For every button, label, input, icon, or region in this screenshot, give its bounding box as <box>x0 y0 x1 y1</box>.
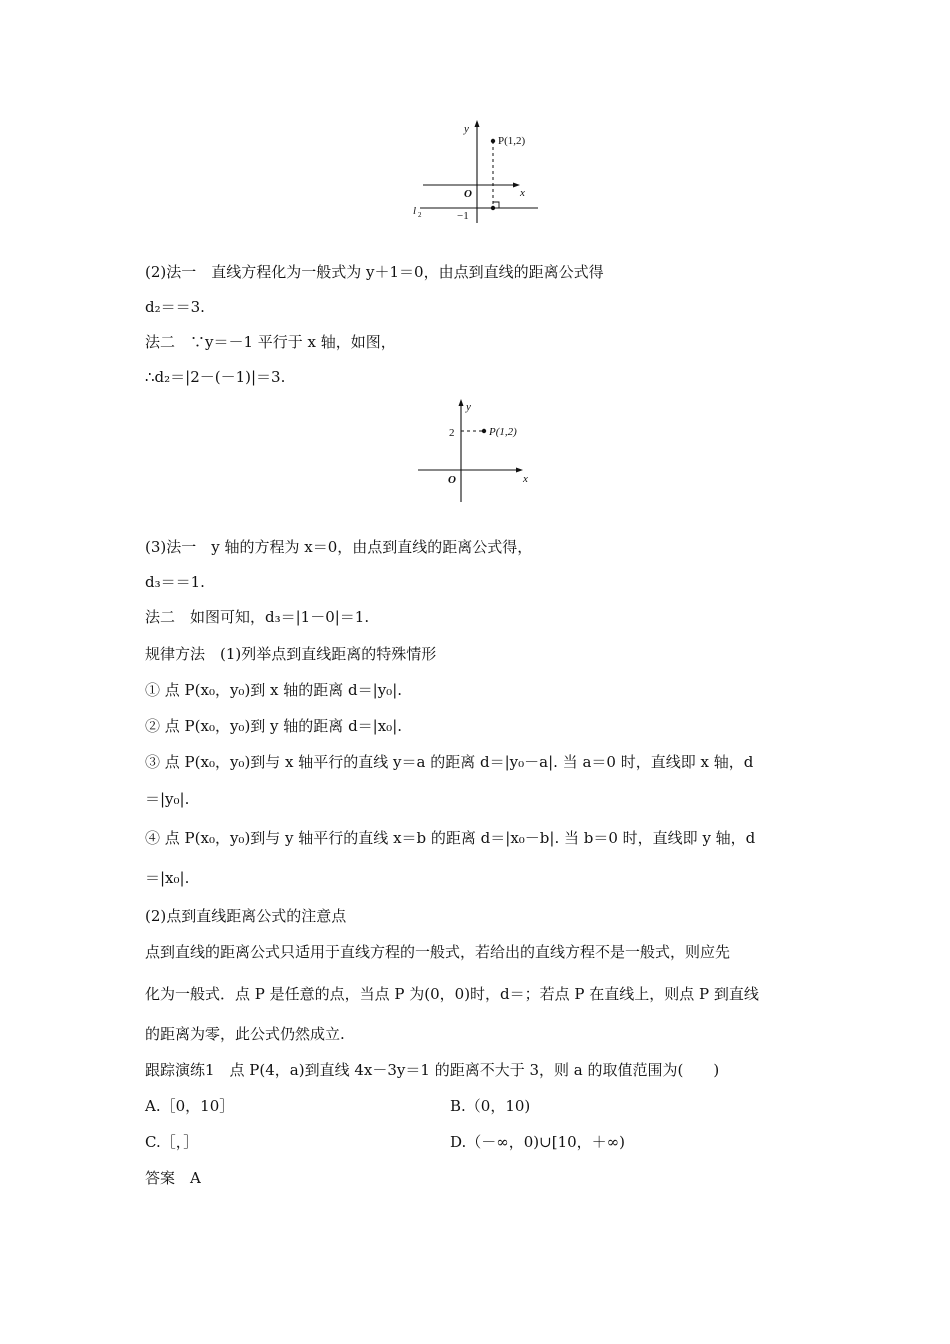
option-d: D.（－∞，0)∪[10，＋∞) <box>450 1133 626 1151</box>
point-p <box>482 429 486 433</box>
text-line-2: d₂＝＝3. <box>145 298 205 316</box>
text-line-13: ④ 点 P(x₀，y₀)到与 y 轴平行的直线 x＝b 的距离 d＝|x₀－b|. 当 b＝0 时，直线即 y 轴，d <box>145 829 756 847</box>
point-label: P(1,2) <box>498 135 526 147</box>
origin-label: O <box>448 474 456 486</box>
x-axis-label: x <box>520 187 525 199</box>
figure-2-graph <box>412 396 542 506</box>
option-b: B.（0，10) <box>450 1097 531 1115</box>
line-label-subscript: 2 <box>418 211 422 219</box>
y-axis-arrow <box>459 399 464 406</box>
x-axis-label: x <box>523 473 528 485</box>
line-label: l <box>413 205 417 217</box>
option-c: C.［，］ <box>145 1133 199 1151</box>
answer: 答案 A <box>145 1169 201 1187</box>
y-axis-label: y <box>466 401 471 413</box>
text-line-14: ＝|x₀|. <box>145 869 190 887</box>
foot-point <box>491 206 495 210</box>
text-line-12: ＝|y₀|. <box>145 790 190 808</box>
point-label: P(1,2) <box>489 426 517 438</box>
text-line-8: 规律方法 (1)列举点到直线距离的特殊情形 <box>145 645 437 663</box>
x-axis-arrow <box>513 183 520 188</box>
question-text: 跟踪演练1 点 P(4，a)到直线 4x－3y＝1 的距离不大于 3，则 a 的取值范围为( ) <box>145 1061 720 1079</box>
text-line-6: d₃＝＝1. <box>145 573 205 591</box>
figure-2 <box>412 396 542 506</box>
y-axis-arrow <box>475 120 480 127</box>
text-line-9: ① 点 P(x₀，y₀)到 x 轴的距离 d＝|y₀|. <box>145 681 403 699</box>
text-line-5: (3)法一 y 轴的方程为 x＝0，由点到直线的距离公式得， <box>145 538 533 556</box>
y-tick-label: 2 <box>449 427 455 439</box>
text-line-10: ② 点 P(x₀，y₀)到 y 轴的距离 d＝|x₀|. <box>145 717 403 735</box>
text-line-11: ③ 点 P(x₀，y₀)到与 x 轴平行的直线 y＝a 的距离 d＝|y₀－a|. 当 a＝0 时，直线即 x 轴，d <box>145 753 754 771</box>
text-line-3: 法二 ∵y＝－1 平行于 x 轴，如图， <box>145 333 396 351</box>
y-tick-label: −1 <box>457 210 469 222</box>
text-line-18: 的距离为零，此公式仍然成立. <box>145 1025 345 1043</box>
option-a: A.［0，10］ <box>145 1097 235 1115</box>
text-line-7: 法二 如图可知，d₃＝|1－0|＝1. <box>145 608 370 626</box>
y-axis-label: y <box>464 123 469 135</box>
origin-label: O <box>464 188 472 200</box>
text-line-4: ∴d₂＝|2－(－1)|＝3. <box>145 368 286 386</box>
text-line-1: (2)法一 直线方程化为一般式为 y＋1＝0，由点到直线的距离公式得 <box>145 263 604 281</box>
point-p <box>491 139 495 143</box>
text-line-15: (2)点到直线距离公式的注意点 <box>145 907 347 925</box>
x-axis-arrow <box>516 468 523 473</box>
text-line-16: 点到直线的距离公式只适用于直线方程的一般式，若给出的直线方程不是一般式，则应先 <box>145 943 731 961</box>
figure-1-graph <box>410 118 550 228</box>
text-line-17: 化为一般式．点 P 是任意的点，当点 P 为(0，0)时，d＝；若点 P 在直线上，则点 P 到直线 <box>145 985 759 1003</box>
figure-1 <box>410 118 550 228</box>
